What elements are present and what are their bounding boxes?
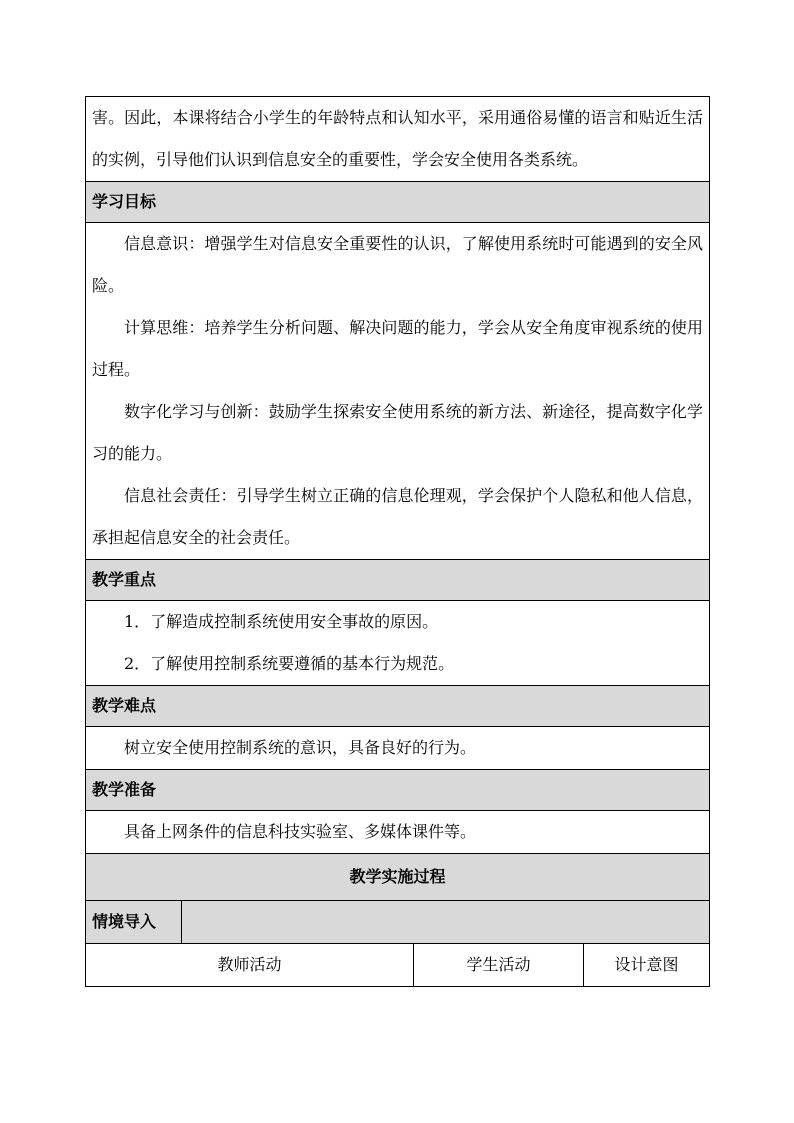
difficulties-cell — [86, 727, 710, 770]
key-points-cell — [86, 601, 710, 686]
key-points-row — [86, 601, 710, 686]
objectives-heading-row — [86, 182, 710, 223]
difficulties-text: 树立安全使用控制系统的意识，具备良好的行为。 — [124, 738, 477, 757]
process-title-row — [86, 854, 710, 901]
key-point-item: 2．了解使用控制系统要遵循的基本行为规范。 — [124, 654, 455, 673]
preparation-heading-row — [86, 770, 710, 811]
objectives-cell — [86, 223, 710, 560]
column-design-intent: 设计意图 — [584, 944, 710, 987]
objective-item: 计算思维：培养学生分析问题、解决问题的能力，学会从安全角度审视系统的使用过程。 — [92, 318, 704, 379]
objective-item: 信息意识：增强学生对信息安全重要性的认识，了解使用系统时可能遇到的安全风险。 — [92, 234, 704, 295]
difficulties-row — [86, 727, 710, 770]
objectives-row — [86, 223, 710, 560]
situation-content — [182, 901, 710, 944]
preparation-row — [86, 811, 710, 854]
key-points-heading: 教学重点 — [86, 560, 710, 601]
situation-label: 情境导入 — [86, 901, 182, 944]
difficulties-heading: 教学难点 — [86, 686, 710, 727]
preparation-cell — [86, 811, 710, 854]
objective-item: 信息社会责任：引导学生树立正确的信息伦理观，学会保护个人隐私和他人信息，承担起信息安全的社会责任。 — [92, 486, 704, 547]
objective-item: 数字化学习与创新：鼓励学生探索安全使用系统的新方法、新途径，提高数字化学习的能力。 — [92, 402, 704, 463]
difficulties-heading-row — [86, 686, 710, 727]
situation-row — [86, 901, 710, 944]
lesson-plan-table — [85, 96, 710, 987]
intro-cell — [86, 97, 710, 182]
intro-paragraph: 害。因此，本课将结合小学生的年龄特点和认知水平，采用通俗易懂的语言和贴近生活的实例，引导他们认识到信息安全的重要性，学会安全使用各类系统。 — [92, 108, 704, 169]
objectives-heading: 学习目标 — [86, 182, 710, 223]
column-teacher-activity: 教师活动 — [86, 944, 414, 987]
activity-columns-row — [86, 944, 710, 987]
process-title: 教学实施过程 — [86, 854, 710, 901]
intro-row — [86, 97, 710, 182]
column-student-activity: 学生活动 — [414, 944, 584, 987]
key-point-item: 1．了解造成控制系统使用安全事故的原因。 — [124, 612, 439, 631]
preparation-text: 具备上网条件的信息科技实验室、多媒体课件等。 — [124, 822, 477, 841]
preparation-heading: 教学准备 — [86, 770, 710, 811]
key-points-heading-row — [86, 560, 710, 601]
